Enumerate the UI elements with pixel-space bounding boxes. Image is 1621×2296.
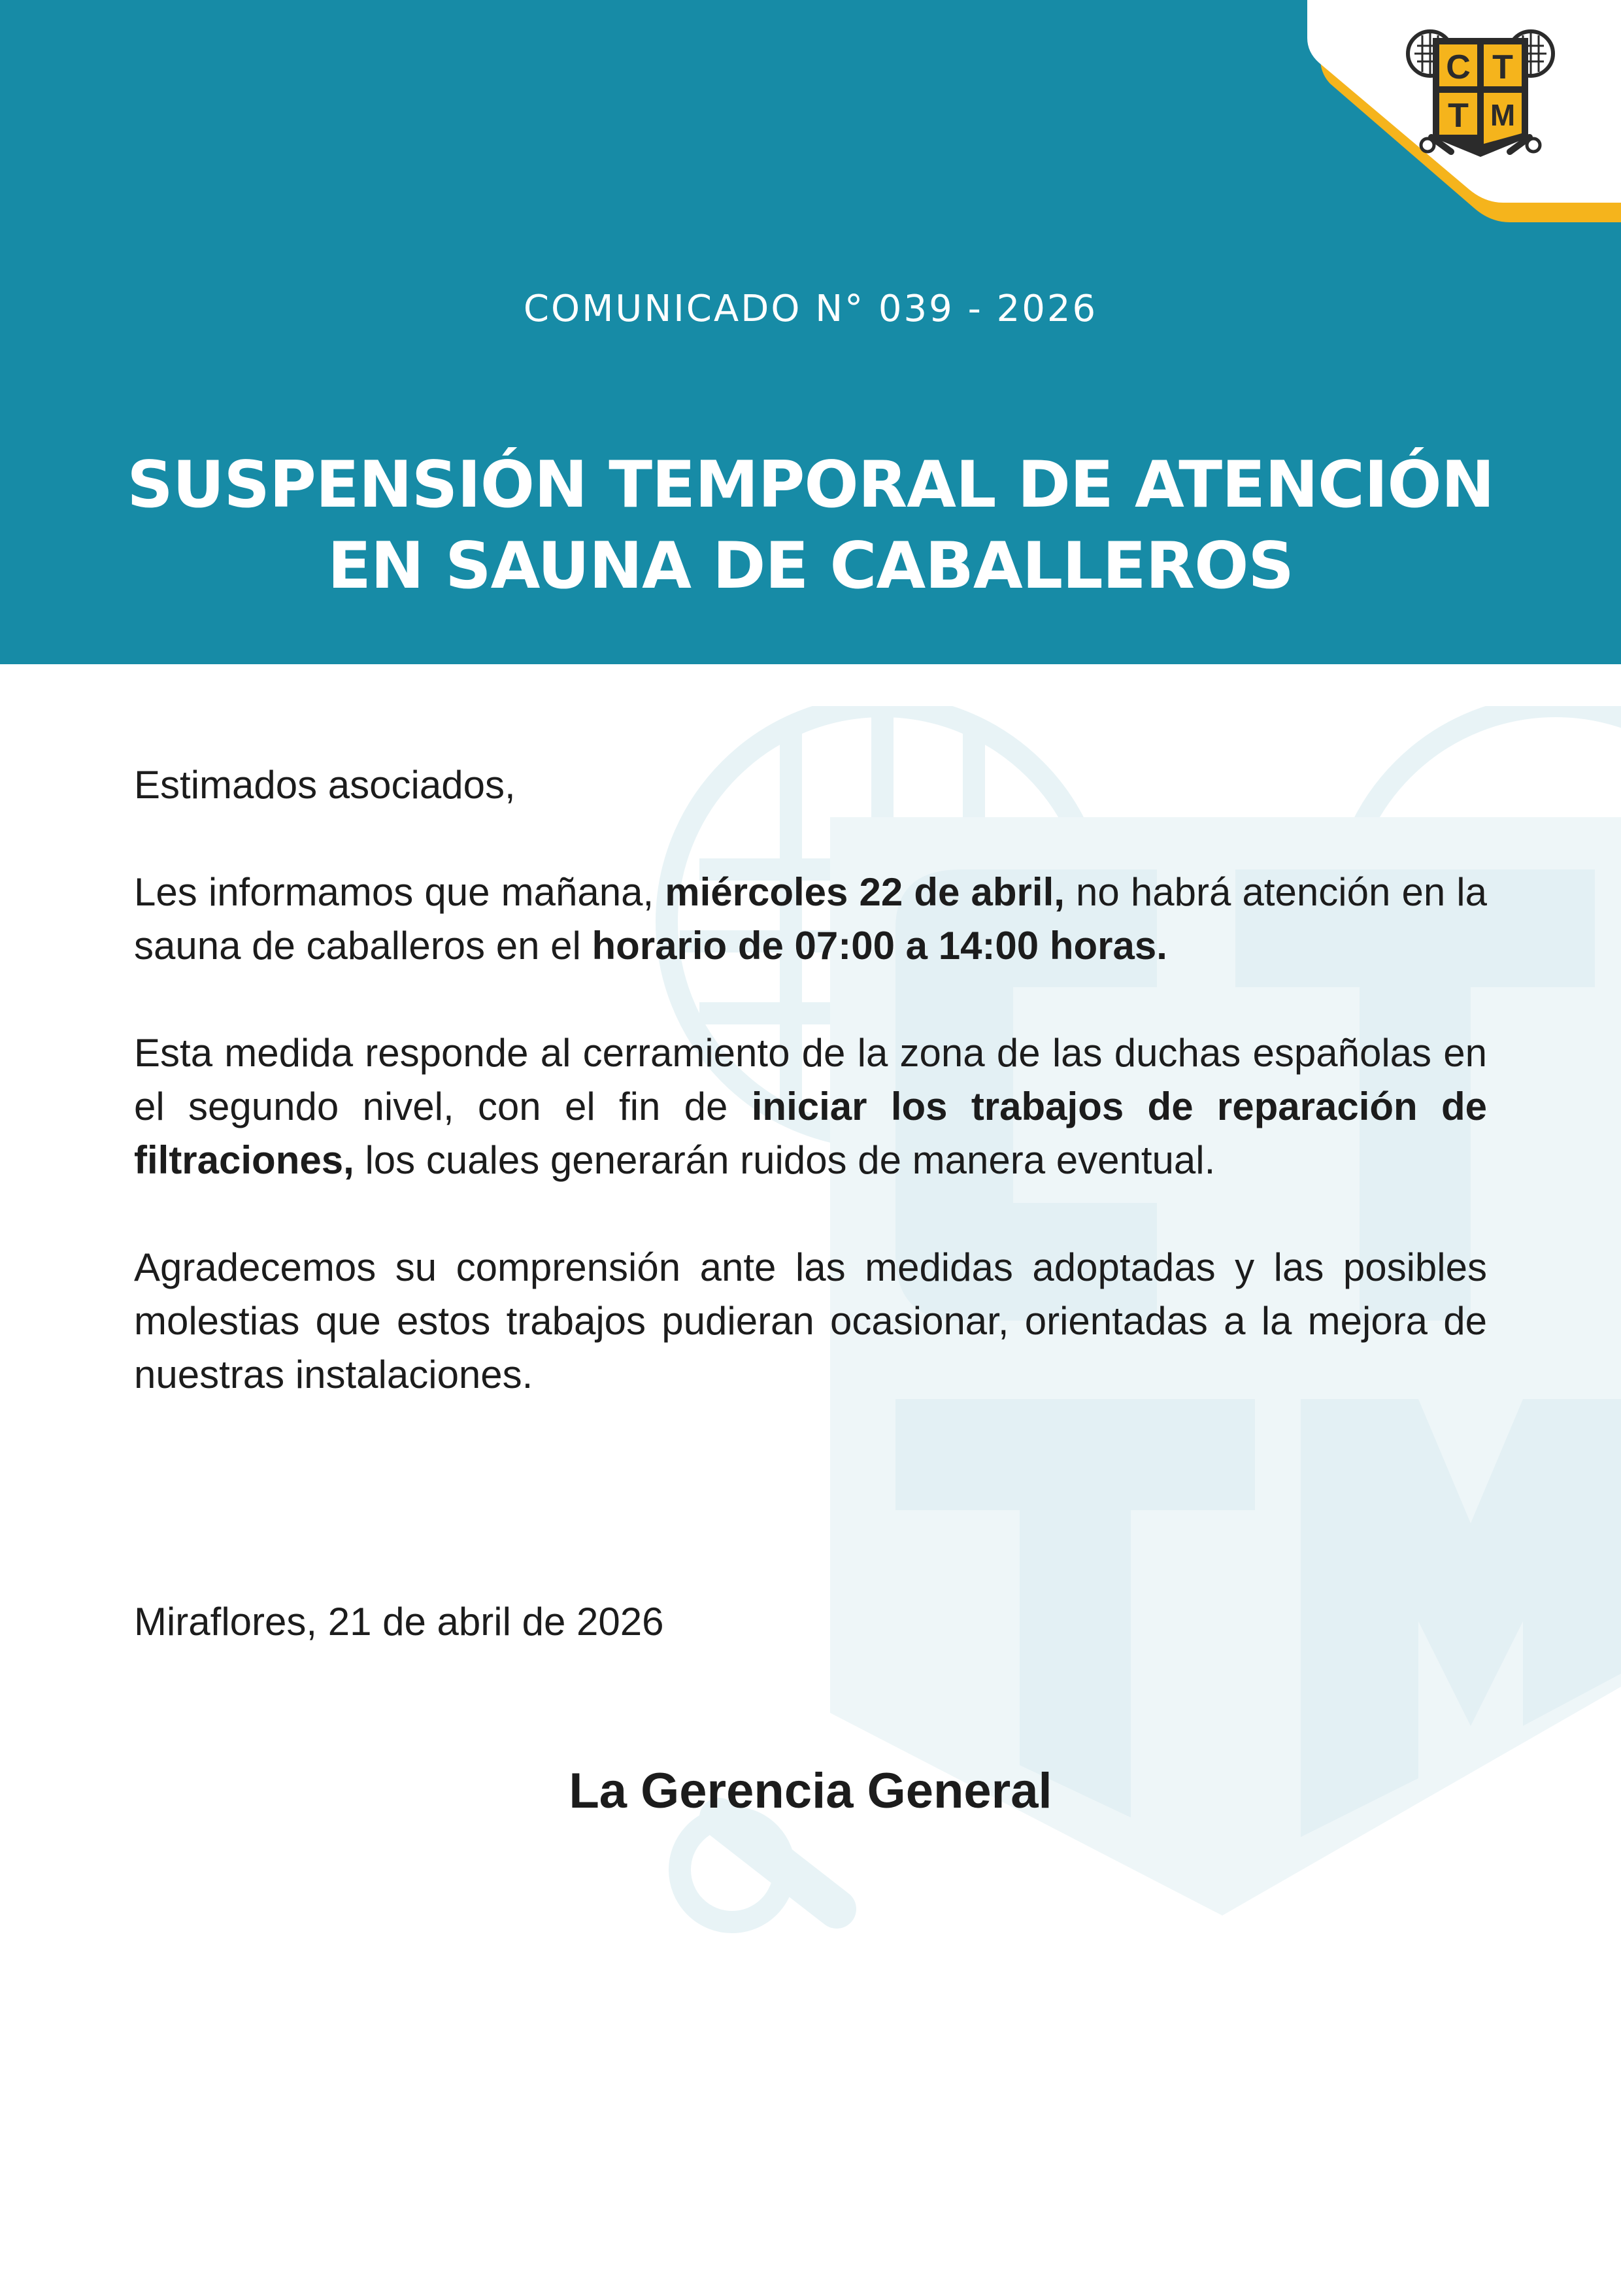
paragraph-2: Esta medida responde al cerramiento de la zona de las duchas españolas en el segundo nivel, con el fin de iniciar los trabajos de reparación de filtraciones, los cuales generarán ruidos de manera eventual.: [134, 1031, 1488, 1182]
logo-letter-t2: T: [1448, 97, 1469, 135]
header-band: [0, 0, 1621, 664]
page-title: [78, 445, 1543, 607]
logo-corner: [1294, 0, 1621, 222]
title-line-1: SUSPENSIÓN TEMPORAL DE ATENCIÓN: [127, 448, 1494, 522]
logo-letter-m: M: [1490, 98, 1516, 132]
date-line: Miraflores, 21 de abril de 2026: [134, 1600, 664, 1644]
title-line-2: EN SAUNA DE CABALLEROS: [327, 529, 1294, 603]
greeting: Estimados asociados,: [134, 763, 516, 807]
paragraph-1: Les informamos que mañana, miércoles 22 de abril, no habrá atención en la sauna de caballeros en el horario de 07:00 a 14:00 horas.: [134, 870, 1488, 968]
logo-letter-t1: T: [1492, 48, 1513, 86]
letter-body: [134, 758, 1487, 1455]
paragraph-3: Agradecemos su comprensión ante las medidas adoptadas y las posibles molestias que estos trabajos pudieran ocasionar, orientadas a la mejora de nuestras instalaciones.: [134, 1245, 1487, 1396]
signature: La Gerencia General: [569, 1763, 1052, 1819]
comunicado-number: COMUNICADO N° 039 - 2026: [523, 288, 1098, 330]
logo-letter-c: C: [1446, 48, 1471, 86]
